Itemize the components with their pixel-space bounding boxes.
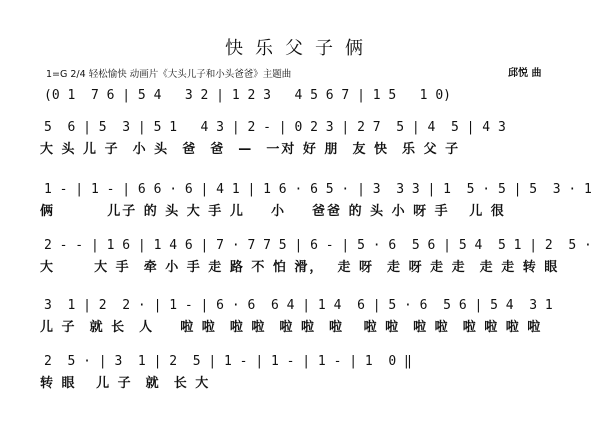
lyrics-line-3: 俩 儿子 的 头 大 手 儿 小 爸爸 的 头 小 呀 手 儿 很 bbox=[40, 204, 506, 219]
key-tempo-line: 1=G 2/4 轻松愉快 动画片《大头儿子和小头爸爸》主题曲 bbox=[46, 69, 292, 80]
notation-line-1: (0 1 7 6 | 5 4 3 2 | 1 2 3 4 5 6 7 | 1 5 1 0) bbox=[44, 88, 451, 103]
lyrics-line-2: 大 头 儿 子 小 头 爸 爸 — 一对 好 朋 友 快 乐 父 子 bbox=[40, 142, 461, 157]
lyrics-line-4: 大 大 手 牵 小 手 走 路 不 怕 滑， 走 呀 走 呀 走 走 走 走 转 眼 bbox=[40, 260, 560, 275]
notation-line-2: 5 6 | 5 3 | 5 1 4 3 | 2 - | 0 2 3 | 2 7 5 | 4 5 | 4 3 bbox=[44, 120, 506, 135]
notation-line-6: 2 5 · | 3 1 | 2 5 | 1 - | 1 - | 1 - | 1 0 ‖ bbox=[44, 354, 412, 369]
notation-line-5: 3 1 | 2 2 · | 1 - | 6 · 6 6 4 | 1 4 6 | 5 · 6 5 6 | 5 4 3 1 bbox=[44, 298, 553, 313]
song-title: 快乐父子俩 bbox=[225, 38, 375, 59]
notation-line-3: 1 - | 1 - | 6 6 · 6 | 4 1 | 1 6 · 6 5 · | 3 3 3 | 1 5 · 5 | 5 3 · 1 bbox=[44, 182, 592, 197]
composer-credit: 邱悦 曲 bbox=[508, 68, 542, 79]
lyrics-line-6: 转 眼 儿 子 就 长 大 bbox=[40, 376, 211, 391]
lyrics-line-5: 儿 子 就 长 人 啦 啦 啦 啦 啦 啦 啦 啦 啦 啦 啦 啦 啦 啦 啦 bbox=[40, 320, 543, 335]
notation-line-4: 2 - - | 1 6 | 1 4 6 | 7 · 7 7 5 | 6 - | 5 · 6 5 6 | 5 4 5 1 | 2 5 · bbox=[44, 238, 592, 253]
